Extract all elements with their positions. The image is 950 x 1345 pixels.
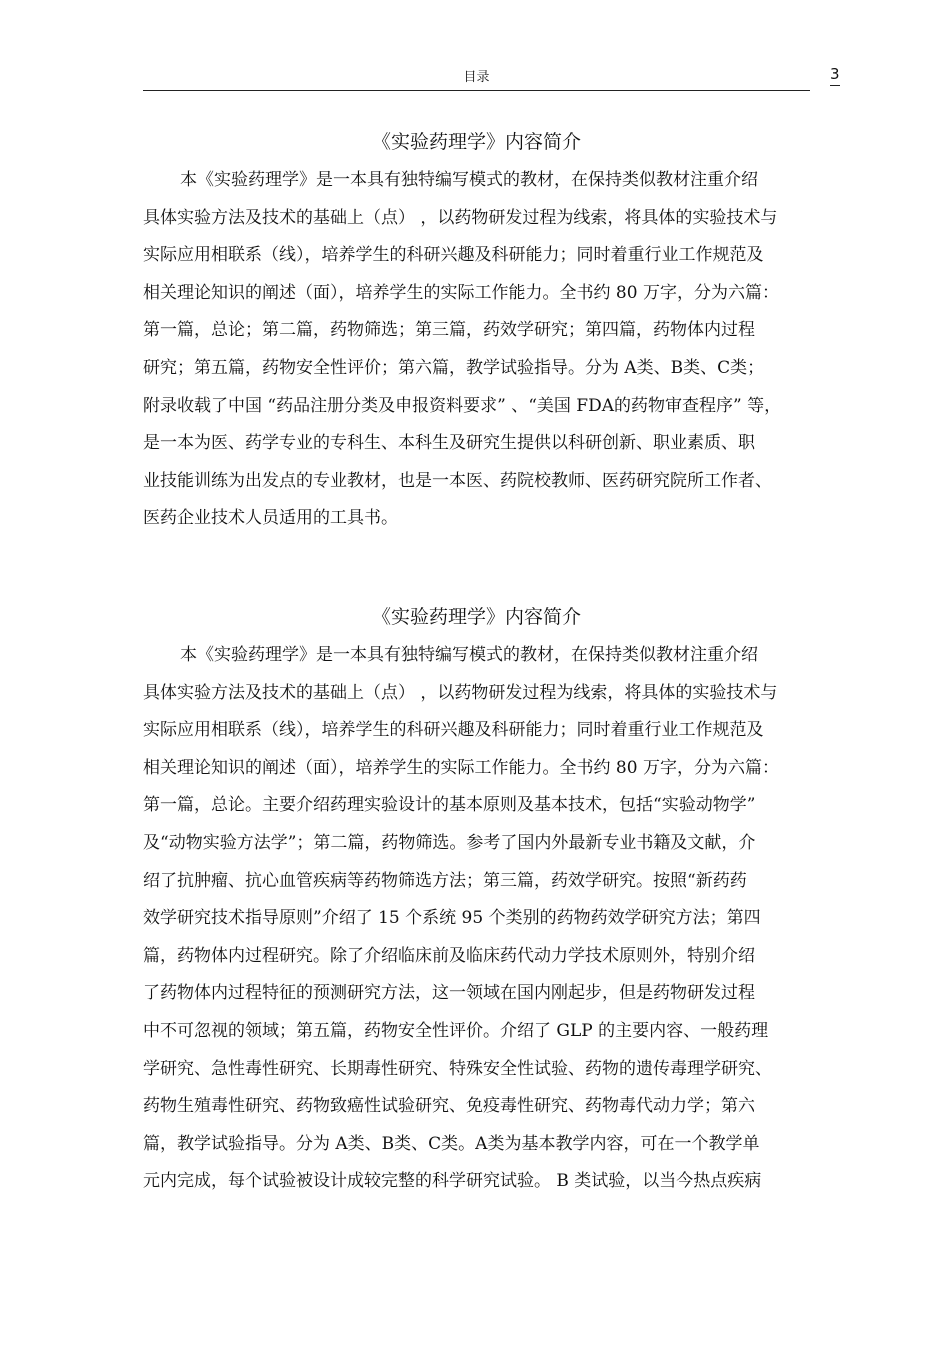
paragraph-line: 业技能训练为出发点的专业教材，也是一本医、药院校教师、医药研究院所工作者、 (143, 470, 772, 491)
page-number: 3 (830, 64, 840, 86)
paragraph-line: 相关理论知识的阐述（面），培养学生的实际工作能力。全书约 80 万字，分为六篇： (143, 757, 779, 778)
paragraph-line: 具体实验方法及技术的基础上（点） ，以药物研发过程为线索，将具体的实验技术与 (143, 207, 778, 228)
paragraph-line: 实际应用相联系（线），培养学生的科研兴趣及科研能力；同时着重行业工作规范及 (143, 245, 764, 266)
paragraph-line: 附录收载了中国 “药品注册分类及申报资料要求” 、“美国 FDA的药物审查程序” 等， (143, 395, 782, 416)
paragraph-line: 本《实验药理学》是一本具有独特编写模式的教材，在保持类似教材注重介绍 (180, 645, 758, 665)
intro-section-2 (143, 597, 843, 1201)
paragraph-line: 研究；第五篇，药物安全性评价；第六篇，教学试验指导。分为 A类、B类、C类； (143, 357, 765, 378)
paragraph-line: 了药物体内过程特征的预测研究方法，这一领域在国内刚起步，但是药物研发过程 (143, 983, 755, 1004)
paragraph-line: 学研究、急性毒性研究、长期毒性研究、特殊安全性试验、药物的遗传毒理学研究、 (143, 1058, 772, 1079)
section-title: 《实验药理学》内容简介 (371, 606, 581, 628)
paragraph-line: 效学研究技术指导原则”介绍了 15 个系统 95 个类别的药物药效学研究方法；第四 (143, 908, 761, 929)
paragraph-line: 药物生殖毒性研究、药物致癌性试验研究、免疫毒性研究、药物毒代动力学；第六 (143, 1096, 755, 1117)
paragraph-line: 篇，教学试验指导。分为 A类、B类、C类。A类为基本教学内容，可在一个教学单 (143, 1133, 760, 1154)
paragraph-line: 本《实验药理学》是一本具有独特编写模式的教材，在保持类似教材注重介绍 (180, 170, 758, 190)
paragraph-line: 第一篇，总论。主要介绍药理实验设计的基本原则及基本技术，包括“实验动物学” (143, 795, 756, 816)
intro-section-1 (143, 122, 843, 538)
paragraph-line: 第一篇，总论；第二篇，药物筛选；第三篇，药效学研究；第四篇，药物体内过程 (143, 320, 755, 341)
paragraph-line: 医药企业技术人员适用的工具书。 (143, 508, 398, 529)
paragraph-line: 相关理论知识的阐述（面），培养学生的实际工作能力。全书约 80 万字，分为六篇： (143, 282, 779, 303)
header-title: 目录 (463, 70, 490, 85)
section-title: 《实验药理学》内容简介 (371, 131, 581, 153)
paragraph-line: 中不可忽视的领域；第五篇，药物安全性评价。介绍了 GLP 的主要内容、一般药理 (143, 1020, 769, 1041)
paragraph-line: 是一本为医、药学专业的专科生、本科生及研究生提供以科研创新、职业素质、职 (143, 433, 755, 454)
page-header (143, 62, 810, 91)
paragraph-line: 具体实验方法及技术的基础上（点） ，以药物研发过程为线索，将具体的实验技术与 (143, 682, 778, 703)
paragraph-line: 实际应用相联系（线），培养学生的科研兴趣及科研能力；同时着重行业工作规范及 (143, 720, 764, 741)
paragraph-line: 元内完成，每个试验被设计成较完整的科学研究试验。 B 类试验，以当今热点疾病 (143, 1171, 762, 1192)
paragraph-line: 及“动物实验方法学”；第二篇，药物筛选。参考了国内外最新专业书籍及文献，介 (143, 832, 756, 853)
paragraph-line: 绍了抗肿瘤、抗心血管疾病等药物筛选方法；第三篇，药效学研究。按照“新药药 (143, 870, 747, 891)
paragraph-line: 篇，药物体内过程研究。除了介绍临床前及临床药代动力学技术原则外，特别介绍 (143, 945, 755, 966)
